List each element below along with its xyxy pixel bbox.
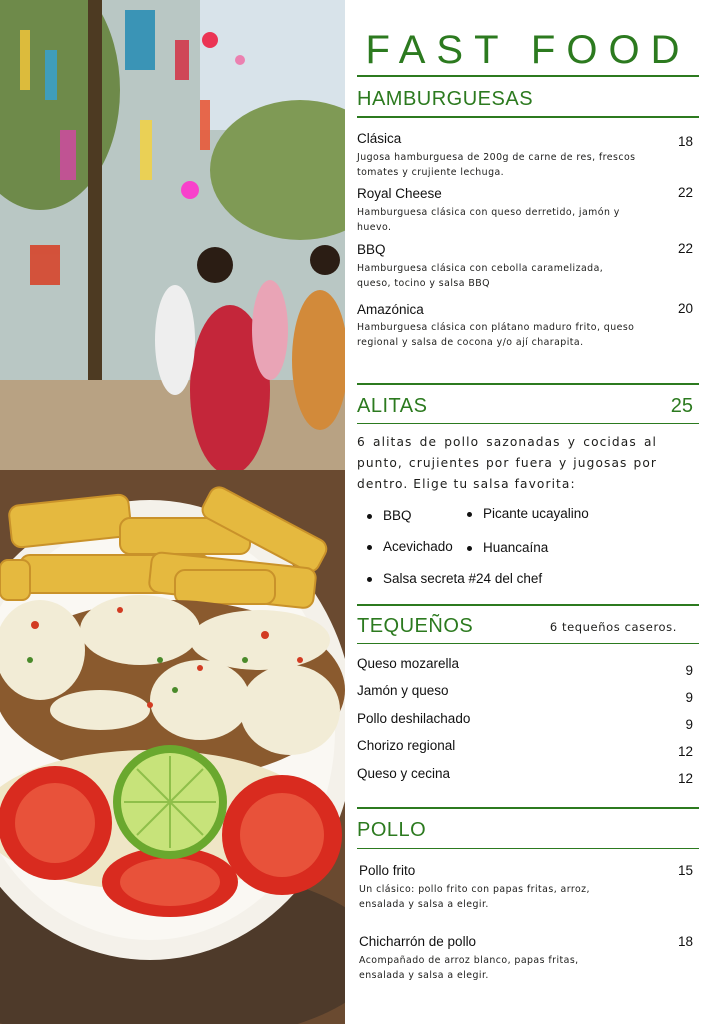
sauce-item [367,507,412,525]
item-name-queso-mozarella: Queso mozarella [357,656,460,671]
divider [357,604,699,606]
alitas-description: 6 alitas de pollo sazonadas y cocidas al punto, crujientes por fuera y jugosas por dentro. Elige tu salsa favorita: [357,435,657,491]
item-name-chicharron-de-pollo: Chicharrón de pollo [359,934,477,949]
item-price-clasica: 18 [677,134,693,149]
sauce-label: Huancaína [483,540,549,555]
page-title: FAST FOOD [365,28,691,72]
section-price-alitas: 25 [670,395,693,417]
item-price-jamon-y-queso: 9 [685,690,693,705]
food-photo [0,0,345,1024]
section-title-alitas: ALITAS [357,395,428,417]
divider [357,75,699,77]
tequenos-note: 6 tequeños caseros. [549,620,677,634]
divider [357,807,699,809]
item-desc-chicharron-de-pollo: Acompañado de arroz blanco, papas fritas, ensalada y salsa a elegir. [359,955,579,981]
item-desc-amazonica: Hamburguesa clásica con plátano maduro frito, queso regional y salsa de cocona y/o ají charapita. [357,322,635,348]
item-price-royal-cheese: 22 [677,185,693,200]
sauce-item [467,539,548,557]
bullet-dot [367,545,372,550]
item-price-amazonica: 20 [677,301,693,316]
item-price-bbq: 22 [677,241,693,256]
sauce-label: BBQ [383,508,412,523]
item-name-chorizo-regional: Chorizo regional [357,738,456,753]
sauce-item [467,505,589,523]
item-price-queso-y-cecina: 12 [677,771,693,786]
divider [357,383,699,385]
bullet-dot [467,512,472,517]
item-desc-clasica: Jugosa hamburguesa de 200g de carne de res, frescos tomates y crujiente lechuga. [357,152,636,178]
item-name-queso-y-cecina: Queso y cecina [357,766,451,781]
divider [357,423,699,424]
item-price-pollo-deshilachado: 9 [685,717,693,732]
menu-column [357,0,699,1024]
item-price-chicharron-de-pollo: 18 [677,934,693,949]
sauce-item [367,570,542,588]
item-name-clasica: Clásica [357,131,402,146]
divider [357,116,699,118]
section-title-tequenos: TEQUEÑOS [357,615,474,637]
sauce-label: Picante ucayalino [483,506,589,521]
bullet-dot [367,514,372,519]
divider [357,643,699,644]
sauce-item [367,538,453,556]
item-desc-royal-cheese: Hamburguesa clásica con queso derretido, jamón y huevo. [357,207,620,233]
section-title-hamburguesas: HAMBURGUESAS [357,88,534,110]
item-price-queso-mozarella: 9 [685,663,693,678]
divider [357,848,699,849]
item-name-pollo-deshilachado: Pollo deshilachado [357,711,471,726]
bullet-dot [467,546,472,551]
item-desc-bbq: Hamburguesa clásica con cebolla caramelizada, queso, tocino y salsa BBQ [357,263,604,289]
item-name-royal-cheese: Royal Cheese [357,186,442,201]
item-name-jamon-y-queso: Jamón y queso [357,683,449,698]
item-name-pollo-frito: Pollo frito [359,863,416,878]
item-desc-pollo-frito: Un clásico: pollo frito con papas fritas, arroz, ensalada y salsa a elegir. [359,884,590,910]
bullet-dot [367,577,372,582]
item-price-chorizo-regional: 12 [677,744,693,759]
item-name-amazonica: Amazónica [357,302,424,317]
sauce-label: Acevichado [383,539,453,554]
section-title-pollo: POLLO [357,819,427,841]
sauce-label: Salsa secreta #24 del chef [383,571,543,586]
item-price-pollo-frito: 15 [677,863,693,878]
item-name-bbq: BBQ [357,242,386,257]
